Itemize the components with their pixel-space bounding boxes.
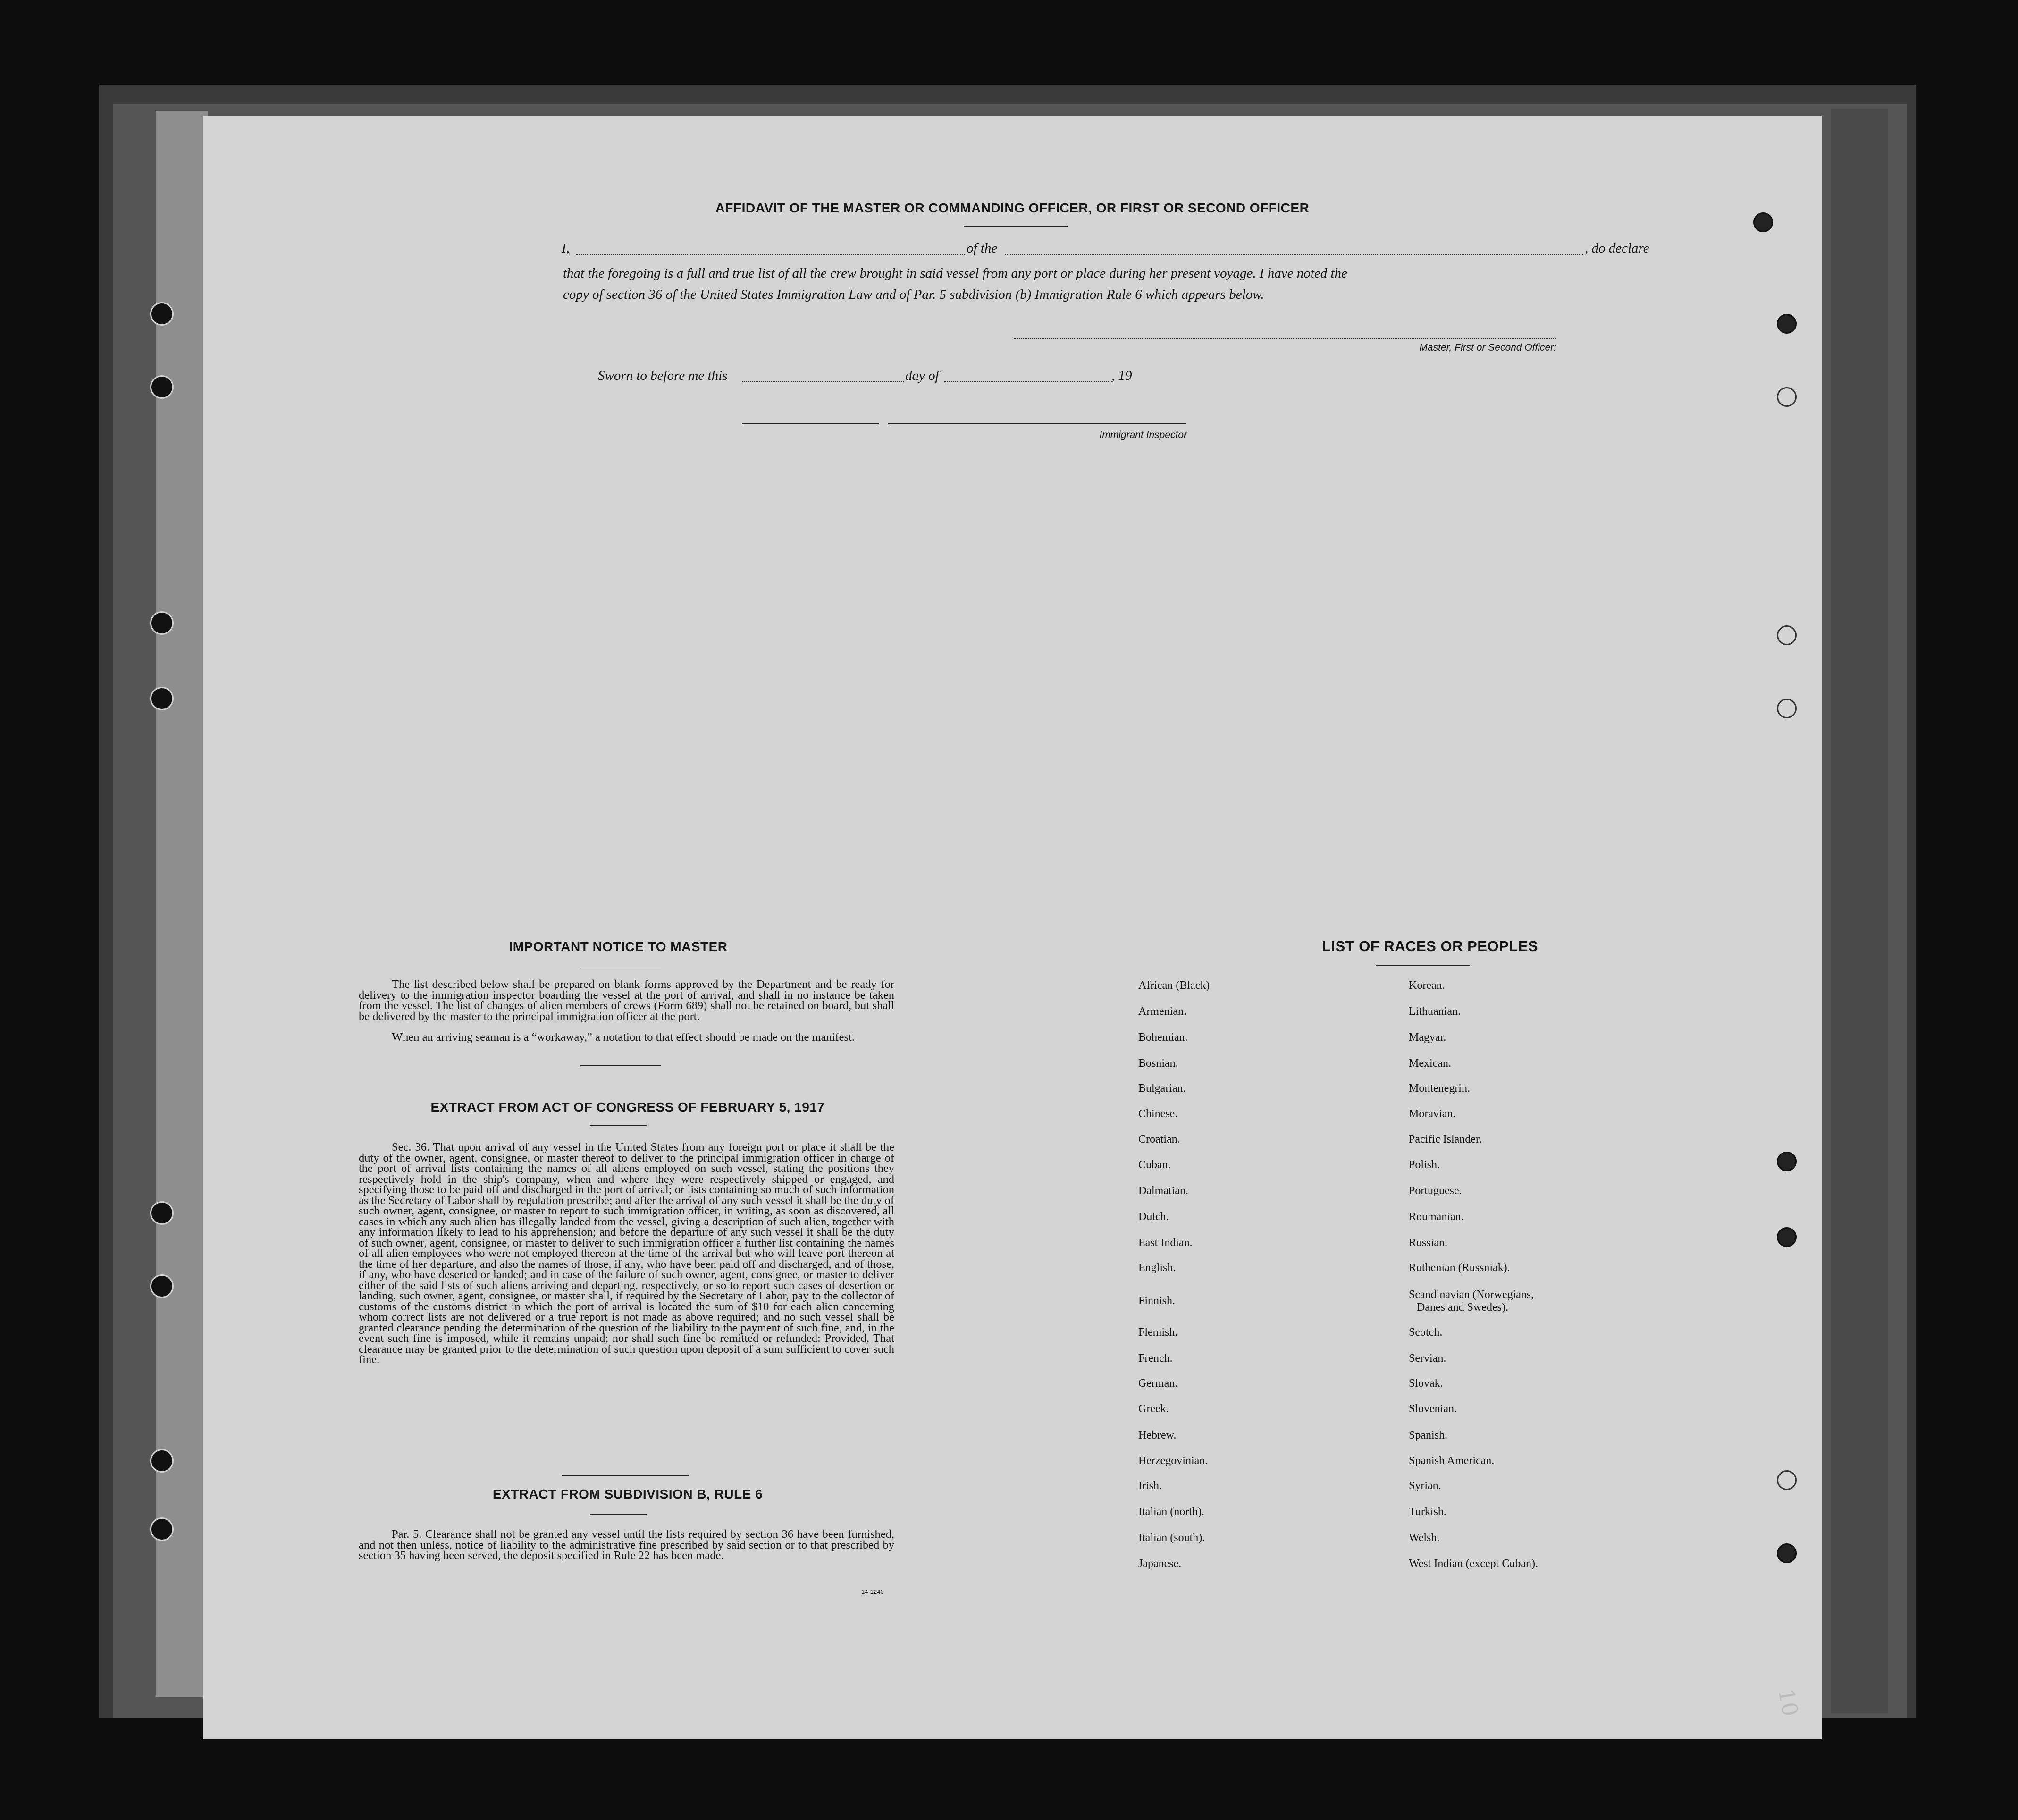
race-item: Italian (north). [1138, 1506, 1204, 1518]
extract-act-underline [590, 1125, 647, 1126]
race-item: Slovak. [1409, 1377, 1443, 1390]
race-item: Moravian. [1409, 1108, 1456, 1120]
binder-hole [1777, 1227, 1797, 1247]
extract-rule-title: EXTRACT FROM SUBDIVISION B, RULE 6 [492, 1487, 763, 1501]
race-item: Russian. [1409, 1237, 1448, 1249]
binder-hole [150, 687, 174, 710]
race-item: Irish. [1138, 1480, 1162, 1492]
inspector-line-left [742, 423, 879, 424]
race-item: Lithuanian. [1409, 1005, 1461, 1018]
name-blank [576, 254, 965, 255]
race-item: French. [1138, 1352, 1173, 1365]
par-5-text: Par. 5. Clearance shall not be granted any vessel until the lists required by section 36 have been furnished, and not then unless, notice of liability to the administrative fine prescribed by said section or to that prescribed by section 35 having been served, the deposit specified in Rule 22 has been made. [359, 1528, 894, 1562]
race-item: African (Black) [1138, 979, 1210, 992]
section-36-text: Sec. 36. That upon arrival of any vessel in the United States from any foreign port or place it shall be the duty of the owner, agent, consignee, or master thereof to deliver to the principal immigration officer in charge of the port of arrival lists containing the names of all aliens employed on such vessel, stating the positions they respectively hold in the ship's company, when and where they were respectively shipped or engaged, and specifying those to be paid off and discharged in the port of arrival; or lists containing so much of such information as the Secretary of Labor shall by regulation prescribe; and after the arrival of any such vessel it shall be the duty of such owner, agent, consignee, or master to report to such immigration officer, in writing, as soon as discovered, all cases in which any such alien has illegally landed from the vessel, giving a description of such alien, together with any information likely to lead to his apprehension; and before the departure of any such vessel it shall be the duty of such owner, agent, consignee, or master to deliver to such immigration officer a further list containing the names of all alien employees who were not employed thereon at the time of the arrival but who will leave port thereon at the time of her departure, and also the names of those, if any, who have been paid off and discharged, and of those, if any, who have deserted or landed; and in case of the failure of such owner, agent, consignee, or master to deliver either of the said lists of such aliens arriving and departing, respectively, or so to report such cases of desertion or landing, such owner, agent, consignee, or master shall, if required by the Secretary of Labor, pay to the collector of customs of the customs district in which the port of arrival is located the sum of $10 for each alien concerning whom correct lists are not delivered or a true report is not made as above required; and no such vessel shall be granted clearance pending the determination of the question of the liability to the payment of such fine, and, in the event such fine is imposed, while it remains unpaid; nor shall such fine be remitted or refunded: Provided, That clearance may be granted prior to the determination of such question upon deposit of a sum sufficient to cover such fine. [359, 1141, 894, 1366]
master-label: Master, First or Second Officer: [1419, 342, 1556, 353]
race-item: Scotch. [1409, 1326, 1443, 1339]
race-item: Finnish. [1138, 1295, 1176, 1307]
binder-hole [150, 375, 174, 399]
day-of-text: day of [905, 368, 939, 383]
master-signature-line [1014, 338, 1556, 339]
race-item: Spanish. [1409, 1429, 1448, 1441]
title-underline [964, 226, 1068, 227]
binder-hole [1777, 1470, 1797, 1490]
binder-hole [1777, 1152, 1797, 1171]
binder-hole [1777, 699, 1797, 718]
extract-act-title: EXTRACT FROM ACT OF CONGRESS OF FEBRUARY 5, 1917 [430, 1100, 825, 1114]
race-item: Italian (south). [1138, 1532, 1205, 1544]
extract-rule-underline [590, 1514, 647, 1515]
race-item: Hebrew. [1138, 1429, 1177, 1441]
notice-paragraph: The list described below shall be prepared on blank forms approved by the Department and be ready for delivery to the immigration inspector boarding the vessel at the port of arrival, and shall in no instance be taken from the vessel. The list of changes of alien members of crews (Form 689) shall not be retained on board, but shall be delivered by the master to the principal immigration officer at the port. [359, 978, 894, 1023]
notice-workaway: When an arriving seaman is a “workaway,” a notation to that effect should be made on the manifest. [392, 1031, 855, 1044]
affidavit-declare: , do declare [1585, 241, 1649, 256]
races-underline [1376, 965, 1470, 966]
race-item: Korean. [1409, 979, 1445, 992]
binder-hole [150, 1201, 174, 1225]
race-item: Japanese. [1138, 1558, 1182, 1570]
month-blank [944, 381, 1112, 382]
form-sheet [203, 116, 1822, 1739]
form-number: 14-1240 [861, 1588, 884, 1595]
race-item: Roumanian. [1409, 1211, 1464, 1223]
race-item: Spanish American. [1409, 1455, 1495, 1467]
page-number: 10 [1773, 1686, 1803, 1719]
race-item: West Indian (except Cuban). [1409, 1558, 1538, 1570]
affidavit-i: I, [562, 241, 570, 256]
extract-divider [562, 1475, 689, 1476]
sheet-stack-edge [1831, 109, 1888, 1713]
race-item: Bohemian. [1138, 1031, 1188, 1044]
race-item: Turkish. [1409, 1506, 1446, 1518]
race-item: Syrian. [1409, 1480, 1441, 1492]
race-item: Pacific Islander. [1409, 1133, 1482, 1146]
binder-hole [1777, 1543, 1797, 1563]
binder-hole [150, 1517, 174, 1541]
sworn-text: Sworn to before me this [598, 368, 728, 383]
binder-hole [150, 1449, 174, 1473]
binder-hole [1777, 625, 1797, 645]
race-item: Cuban. [1138, 1159, 1171, 1171]
race-item-continued: Danes and Swedes). [1417, 1301, 1508, 1314]
race-item: Bulgarian. [1138, 1082, 1186, 1095]
race-item: East Indian. [1138, 1237, 1193, 1249]
race-item: Portuguese. [1409, 1185, 1462, 1197]
race-item: Dalmatian. [1138, 1185, 1188, 1197]
affidavit-line3: copy of section 36 of the United States Immigration Law and of Par. 5 subdivision (b) Immigration Rule 6 which appears below. [563, 287, 1264, 302]
race-item: Servian. [1409, 1352, 1446, 1365]
sworn-day-blank [742, 381, 904, 382]
race-item: German. [1138, 1377, 1178, 1390]
binder-hole [150, 611, 174, 635]
race-item: Welsh. [1409, 1532, 1440, 1544]
race-item: Greek. [1138, 1403, 1169, 1415]
race-item: Montenegrin. [1409, 1082, 1470, 1095]
races-title: LIST OF RACES OR PEOPLES [1321, 938, 1539, 954]
binder-hole [150, 1274, 174, 1298]
affidavit-title: AFFIDAVIT OF THE MASTER OR COMMANDING OFFICER, OR FIRST OR SECOND OFFICER [715, 201, 1310, 215]
race-item: Polish. [1409, 1159, 1440, 1171]
race-item: Scandinavian (Norwegians, [1409, 1289, 1534, 1301]
race-item: Bosnian. [1138, 1057, 1178, 1070]
race-item: Herzegovinian. [1138, 1455, 1208, 1467]
inspector-line-right [888, 423, 1186, 424]
race-item: Croatian. [1138, 1133, 1180, 1146]
binder-hole [1777, 314, 1797, 334]
affidavit-line2: that the foregoing is a full and true list of all the crew brought in said vessel from any port or place during her present voyage. I have noted the [563, 266, 1347, 281]
race-item: Armenian. [1138, 1005, 1186, 1018]
race-item: Magyar. [1409, 1031, 1446, 1044]
race-item: Dutch. [1138, 1211, 1169, 1223]
race-item: Mexican. [1409, 1057, 1451, 1070]
vessel-blank [1005, 254, 1583, 255]
notice-divider [580, 1065, 661, 1066]
inspector-label: Immigrant Inspector [1099, 430, 1187, 440]
notice-title: IMPORTANT NOTICE TO MASTER [509, 939, 728, 954]
binder-hole [150, 302, 174, 326]
race-item: Flemish. [1138, 1326, 1178, 1339]
year-text: , 19 [1111, 368, 1132, 383]
race-item: Ruthenian (Russniak). [1409, 1262, 1510, 1274]
binder-hole [1777, 387, 1797, 407]
affidavit-of-the: of the [967, 241, 998, 256]
race-item: Slovenian. [1409, 1403, 1457, 1415]
race-item: English. [1138, 1262, 1176, 1274]
race-item: Chinese. [1138, 1108, 1178, 1120]
